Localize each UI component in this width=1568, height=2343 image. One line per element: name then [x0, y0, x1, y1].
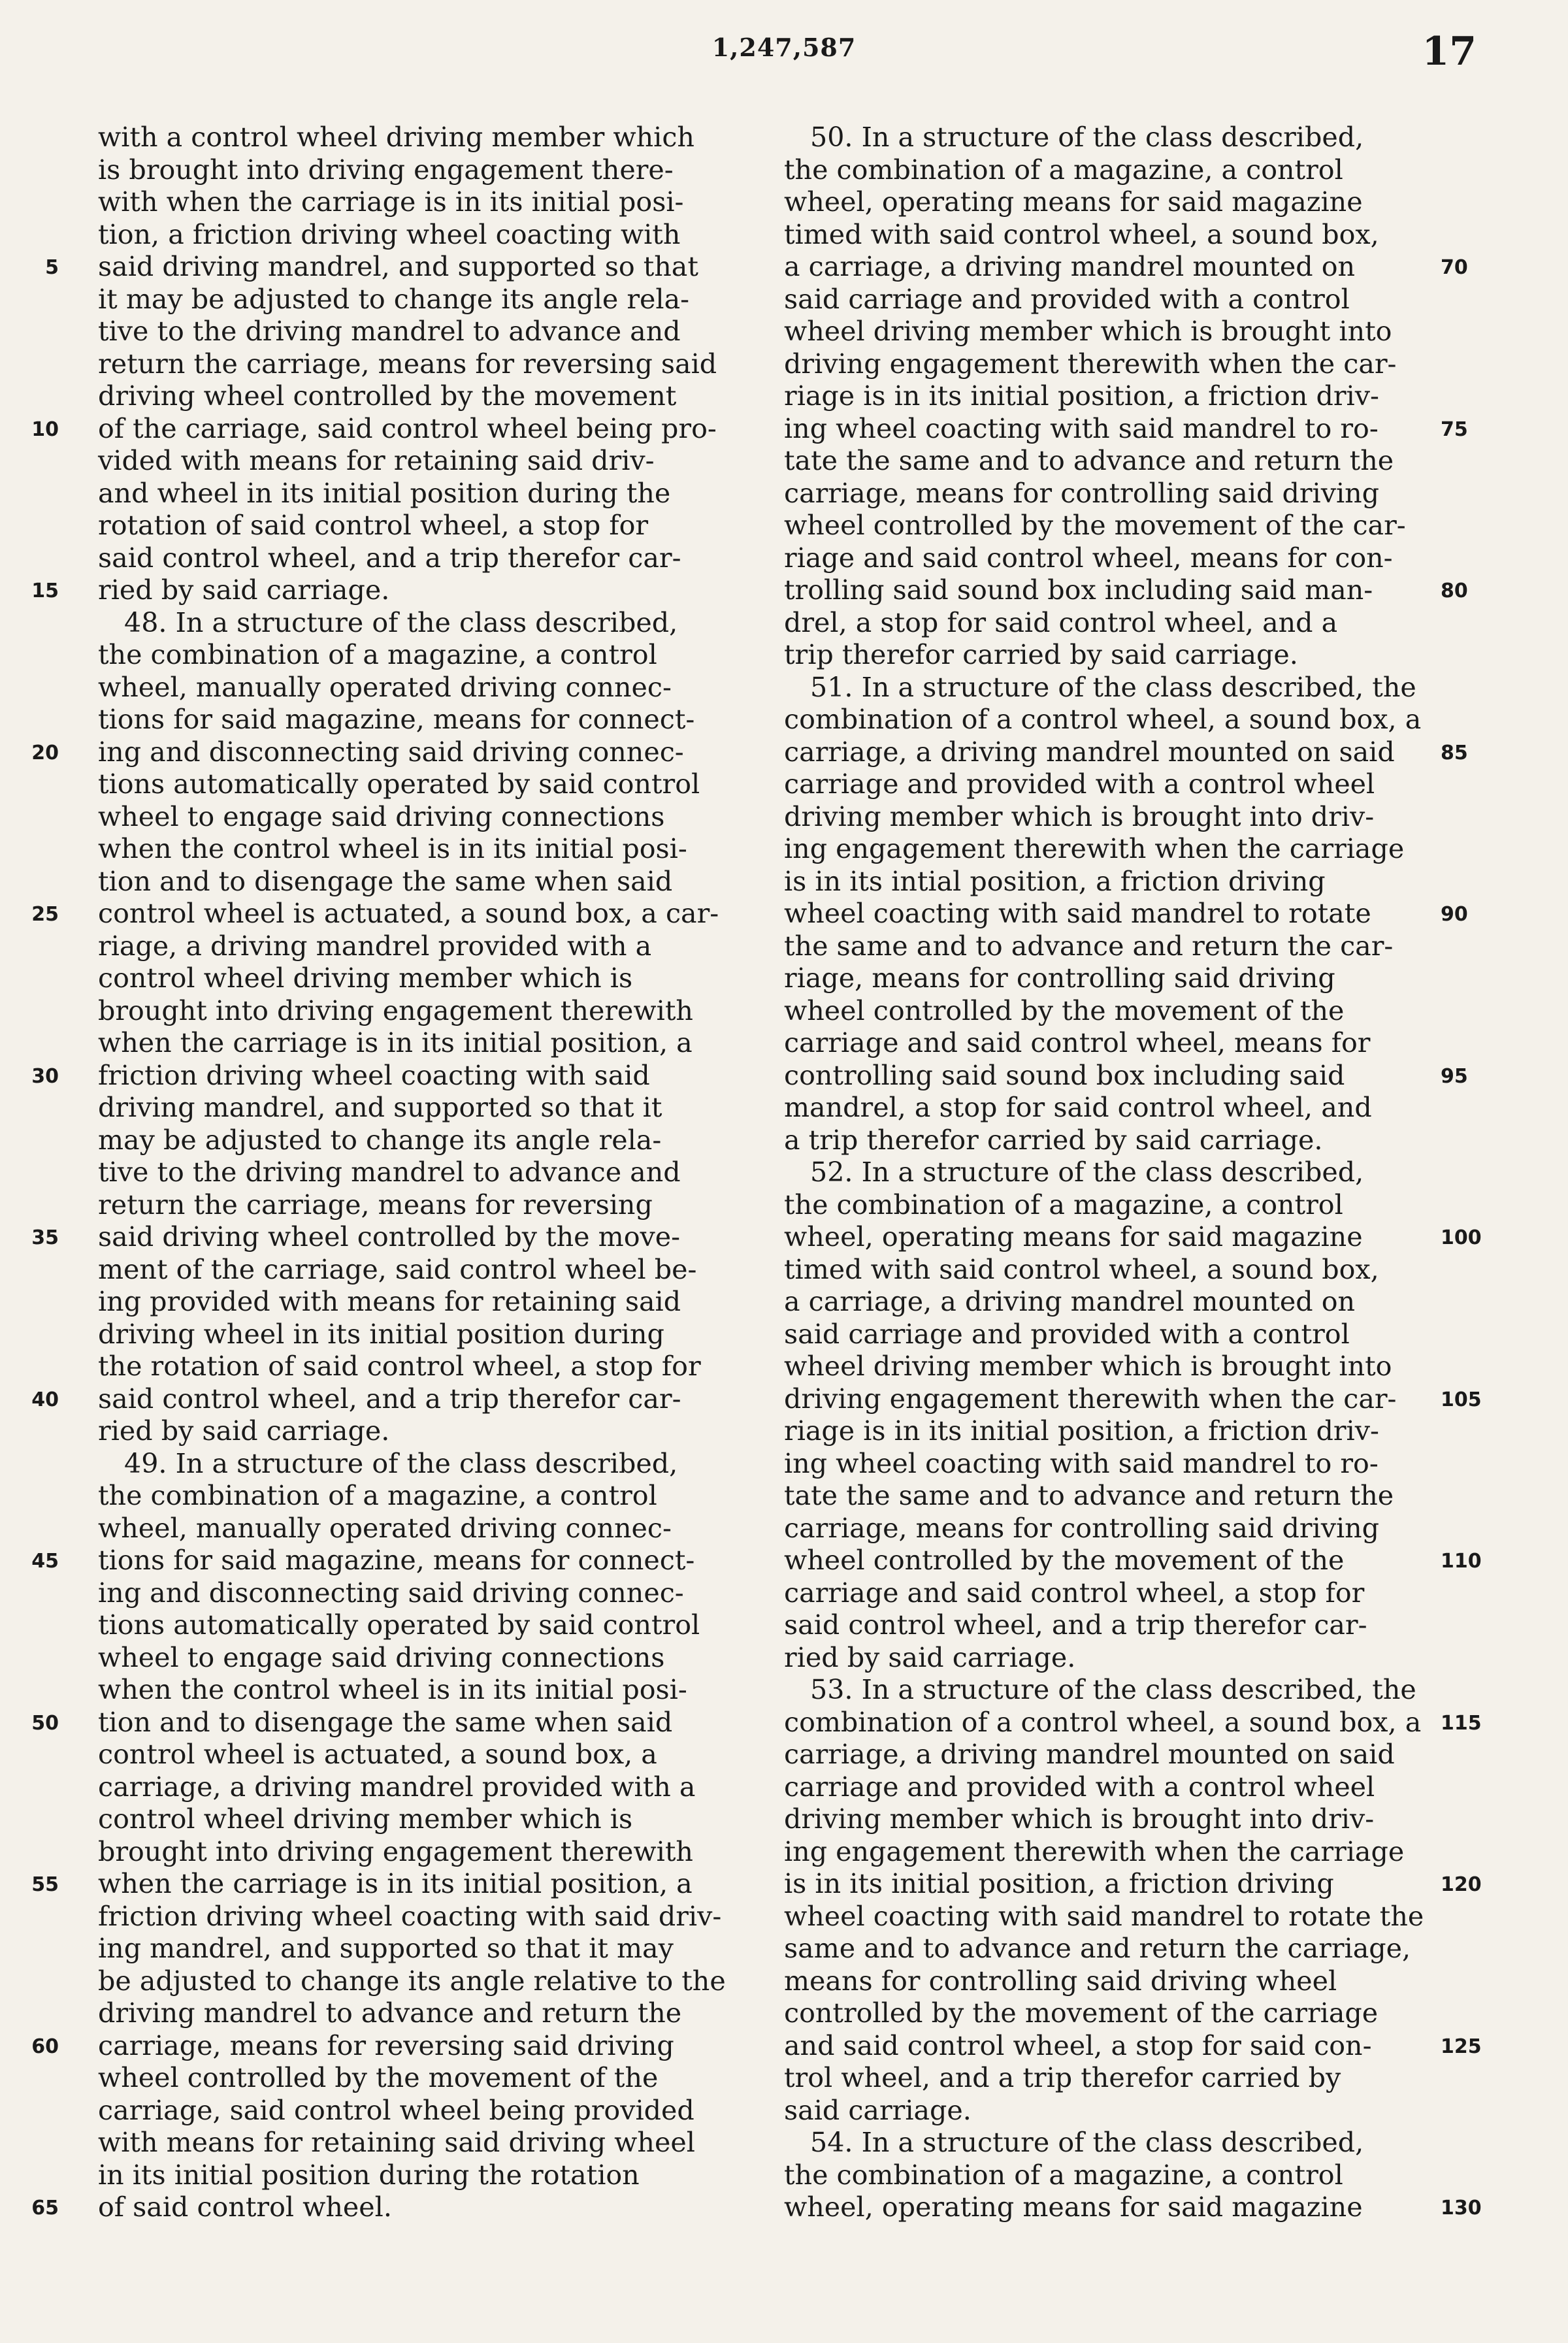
text-line: tions for said magazine, means for connect- [98, 704, 695, 735]
text-line: wheel controlled by the movement of the car- [784, 510, 1406, 541]
text-line: wheel controlled by the movement of the [98, 2062, 659, 2093]
text-line: carriage, said control wheel being provided [98, 2094, 694, 2126]
line-number: 50 [31, 1711, 59, 1735]
text-line: driving member which is brought into driv- [784, 800, 1375, 832]
line-number: 95 [1441, 1064, 1468, 1088]
text-line: of the carriage, said control wheel being pro- [98, 412, 717, 444]
text-line: is in its initial position, a friction driving [784, 1868, 1334, 1899]
text-line: ried by said carriage. [98, 574, 390, 606]
text-line: brought into driving engagement therewith [98, 994, 693, 1026]
text-line: 50. In a structure of the class described, [810, 122, 1364, 153]
text-line: said carriage. [784, 2094, 972, 2126]
text-line: tion and to disengage the same when said [98, 1706, 673, 1738]
text-line: wheel driving member which is brought into [784, 1351, 1392, 1382]
line-number: 60 [31, 2035, 59, 2058]
text-line: carriage, a driving mandrel mounted on said [784, 1739, 1395, 1770]
text-line: a trip therefor carried by said carriage. [784, 1124, 1323, 1156]
text-line: when the control wheel is in its initial posi- [98, 833, 687, 864]
text-line: it may be adjusted to change its angle rela- [98, 283, 690, 315]
text-line: controlled by the movement of the carriage [784, 1997, 1379, 2029]
text-line: return the carriage, means for reversing [98, 1188, 653, 1221]
text-line: friction driving wheel coacting with said [98, 1059, 650, 1091]
line-number: 125 [1441, 2035, 1482, 2058]
text-line: the combination of a magazine, a control [98, 1480, 657, 1511]
text-line: wheel, operating means for said magazine [784, 2191, 1363, 2223]
text-line: tate the same and to advance and return the [784, 1480, 1394, 1511]
text-line: ried by said carriage. [98, 1415, 390, 1447]
text-line: ing engagement therewith when the carriage [784, 1835, 1405, 1867]
line-number: 115 [1441, 1711, 1482, 1735]
text-line: timed with said control wheel, a sound box, [784, 1253, 1379, 1285]
text-line: combination of a control wheel, a sound box, a [784, 704, 1422, 735]
text-line: driving member which is brought into driv- [784, 1803, 1375, 1835]
text-line: carriage, means for reversing said driving [98, 2029, 674, 2061]
text-line: driving wheel in its initial position during [98, 1318, 664, 1350]
line-number: 15 [31, 580, 59, 602]
text-line: riage is in its initial position, a friction driv- [784, 380, 1379, 412]
line-number: 35 [31, 1226, 59, 1249]
text-line: the combination of a magazine, a control [784, 2159, 1343, 2191]
text-line: wheel driving member which is brought into [784, 316, 1392, 347]
text-line: ing wheel coacting with said mandrel to ro- [784, 1447, 1379, 1479]
text-line: rotation of said control wheel, a stop for [98, 510, 649, 541]
text-line: mandrel, a stop for said control wheel, and [784, 1092, 1372, 1123]
text-line: wheel coacting with said mandrel to rotate [784, 898, 1371, 929]
line-number: 100 [1441, 1226, 1482, 1249]
line-number: 5 [45, 256, 59, 279]
text-line: return the carriage, means for reversing said [98, 348, 717, 380]
text-line: of said control wheel. [98, 2191, 392, 2223]
text-line: drel, a stop for said control wheel, and a [784, 606, 1338, 638]
text-line: is in its intial position, a friction driving [784, 865, 1326, 897]
text-line: 48. In a structure of the class described, [124, 606, 678, 638]
line-number: 105 [1441, 1388, 1482, 1411]
text-line: said driving wheel controlled by the move- [98, 1221, 681, 1253]
text-line: carriage, means for controlling said driving [784, 1512, 1380, 1544]
text-line: ried by said carriage. [784, 1641, 1076, 1673]
patent-number: 1,247,587 [711, 33, 857, 62]
line-number: 55 [31, 1873, 59, 1896]
left-column [98, 122, 751, 2224]
text-line: driving mandrel to advance and return the [98, 1997, 682, 2029]
text-line: tive to the driving mandrel to advance and [98, 1156, 681, 1188]
text-line: tate the same and to advance and return the [784, 445, 1394, 476]
text-line: ing mandrel, and supported so that it may [98, 1933, 674, 1964]
line-number: 110 [1441, 1550, 1482, 1573]
text-line: 51. In a structure of the class described, the [810, 671, 1416, 703]
text-line: 52. In a structure of the class described, [810, 1156, 1364, 1188]
text-line: trol wheel, and a trip therefor carried by [784, 2062, 1341, 2093]
text-line: said carriage and provided with a control [784, 1318, 1350, 1350]
line-number: 10 [31, 418, 59, 441]
text-line: wheel, operating means for said magazine [784, 186, 1363, 218]
text-line: is brought into driving engagement there- [98, 154, 674, 186]
text-line: when the carriage is in its initial position, a [98, 1027, 693, 1058]
text-line: carriage, a driving mandrel mounted on said [784, 736, 1395, 768]
text-line: carriage and said control wheel, a stop for [784, 1577, 1365, 1609]
text-line: tion and to disengage the same when said [98, 865, 673, 897]
line-number: 90 [1441, 903, 1468, 926]
text-line: ing and disconnecting said driving connec- [98, 736, 684, 768]
text-line: a carriage, a driving mandrel mounted on [784, 251, 1356, 282]
text-line: riage and said control wheel, means for con- [784, 542, 1393, 574]
right-column [784, 122, 1437, 2224]
text-line: riage, a driving mandrel provided with a [98, 930, 652, 962]
text-line: trolling said sound box including said man- [784, 574, 1373, 606]
text-line: friction driving wheel coacting with said driv- [98, 1900, 722, 1932]
text-line: trip therefor carried by said carriage. [784, 639, 1298, 670]
text-line: the same and to advance and return the car- [784, 930, 1394, 962]
line-number: 85 [1441, 741, 1468, 764]
text-line: driving mandrel, and supported so that it [98, 1092, 662, 1123]
text-line: driving engagement therewith when the car- [784, 348, 1397, 380]
text-line: said carriage and provided with a control [784, 283, 1350, 315]
text-line: when the carriage is in its initial position, a [98, 1868, 693, 1899]
text-line: the combination of a magazine, a control [784, 1188, 1343, 1221]
text-line: in its initial position during the rotation [98, 2159, 640, 2191]
text-line: wheel controlled by the movement of the [784, 1545, 1345, 1576]
text-line: tions for said magazine, means for connect- [98, 1545, 695, 1576]
text-line: wheel controlled by the movement of the [784, 994, 1345, 1026]
text-line: riage, means for controlling said driving [784, 962, 1335, 994]
text-line: the combination of a magazine, a control [784, 154, 1343, 186]
line-number: 70 [1441, 256, 1468, 279]
line-number: 20 [31, 741, 59, 764]
text-line: ment of the carriage, said control wheel be- [98, 1253, 697, 1285]
text-line: carriage and said control wheel, means for [784, 1027, 1371, 1058]
text-line: carriage, means for controlling said driving [784, 477, 1380, 509]
line-number: 40 [31, 1388, 59, 1411]
text-line: carriage, a driving mandrel provided with a [98, 1771, 696, 1803]
text-line: may be adjusted to change its angle rela- [98, 1124, 662, 1156]
text-line: controlling said sound box including said [784, 1059, 1345, 1091]
text-line: wheel, manually operated driving connec- [98, 671, 672, 703]
text-line: a carriage, a driving mandrel mounted on [784, 1286, 1356, 1317]
text-line: and wheel in its initial position during the [98, 477, 671, 509]
text-line: control wheel is actuated, a sound box, a [98, 1739, 657, 1770]
line-number: 120 [1441, 1873, 1482, 1896]
text-line: riage is in its initial position, a friction driv- [784, 1415, 1379, 1447]
text-line: driving wheel controlled by the movement [98, 380, 677, 412]
text-line: wheel to engage said driving connections [98, 800, 665, 832]
text-line: ing and disconnecting said driving connec- [98, 1577, 684, 1609]
line-number: 30 [31, 1064, 59, 1088]
text-line: timed with said control wheel, a sound box, [784, 218, 1379, 250]
text-line: the rotation of said control wheel, a stop for [98, 1351, 701, 1382]
line-number: 65 [31, 2197, 59, 2220]
text-line: with a control wheel driving member which [98, 122, 694, 153]
line-number: 130 [1441, 2197, 1482, 2220]
line-number: 45 [31, 1550, 59, 1573]
text-line: carriage and provided with a control wheel [784, 768, 1375, 800]
text-line: vided with means for retaining said driv- [98, 445, 655, 476]
text-line: tions automatically operated by said control [98, 1609, 700, 1641]
line-number: 75 [1441, 418, 1468, 441]
text-line: wheel to engage said driving connections [98, 1641, 665, 1673]
text-line: wheel, operating means for said magazine [784, 1221, 1363, 1253]
line-number: 80 [1441, 580, 1468, 602]
text-line: 53. In a structure of the class described, the [810, 1674, 1416, 1705]
text-line: control wheel driving member which is [98, 962, 633, 994]
text-line: control wheel is actuated, a sound box, a car- [98, 898, 719, 929]
text-line: wheel coacting with said mandrel to rotate the [784, 1900, 1424, 1932]
text-line: same and to advance and return the carriage, [784, 1933, 1411, 1964]
text-line: carriage and provided with a control wheel [784, 1771, 1375, 1803]
text-line: when the control wheel is in its initial posi- [98, 1674, 687, 1705]
text-line: tions automatically operated by said control [98, 768, 700, 800]
text-line: ing provided with means for retaining said [98, 1286, 681, 1317]
text-line: tive to the driving mandrel to advance and [98, 316, 681, 347]
text-line: said control wheel, and a trip therefor car- [784, 1609, 1367, 1641]
text-line: with means for retaining said driving wheel [98, 2127, 695, 2158]
text-line: combination of a control wheel, a sound box, a [784, 1706, 1422, 1738]
page-number: 17 [1422, 29, 1477, 74]
text-line: 54. In a structure of the class described, [810, 2127, 1364, 2158]
text-line: brought into driving engagement therewith [98, 1835, 693, 1867]
text-line: means for controlling said driving wheel [784, 1965, 1337, 1997]
text-line: the combination of a magazine, a control [98, 639, 657, 670]
text-line: driving engagement therewith when the car- [784, 1383, 1397, 1415]
line-number: 25 [31, 903, 59, 926]
text-line: ing engagement therewith when the carriage [784, 833, 1405, 864]
text-line: with when the carriage is in its initial posi- [98, 186, 684, 218]
text-line: control wheel driving member which is [98, 1803, 633, 1835]
text-line: tion, a friction driving wheel coacting with [98, 218, 681, 250]
text-line: ing wheel coacting with said mandrel to ro- [784, 412, 1379, 444]
text-line: be adjusted to change its angle relative to the [98, 1965, 726, 1997]
text-line: said control wheel, and a trip therefor car- [98, 1383, 681, 1415]
text-line: said control wheel, and a trip therefor car- [98, 542, 681, 574]
text-line: said driving mandrel, and supported so that [98, 251, 698, 282]
text-line: 49. In a structure of the class described, [124, 1447, 678, 1479]
text-line: wheel, manually operated driving connec- [98, 1512, 672, 1544]
text-line: and said control wheel, a stop for said con- [784, 2029, 1372, 2061]
